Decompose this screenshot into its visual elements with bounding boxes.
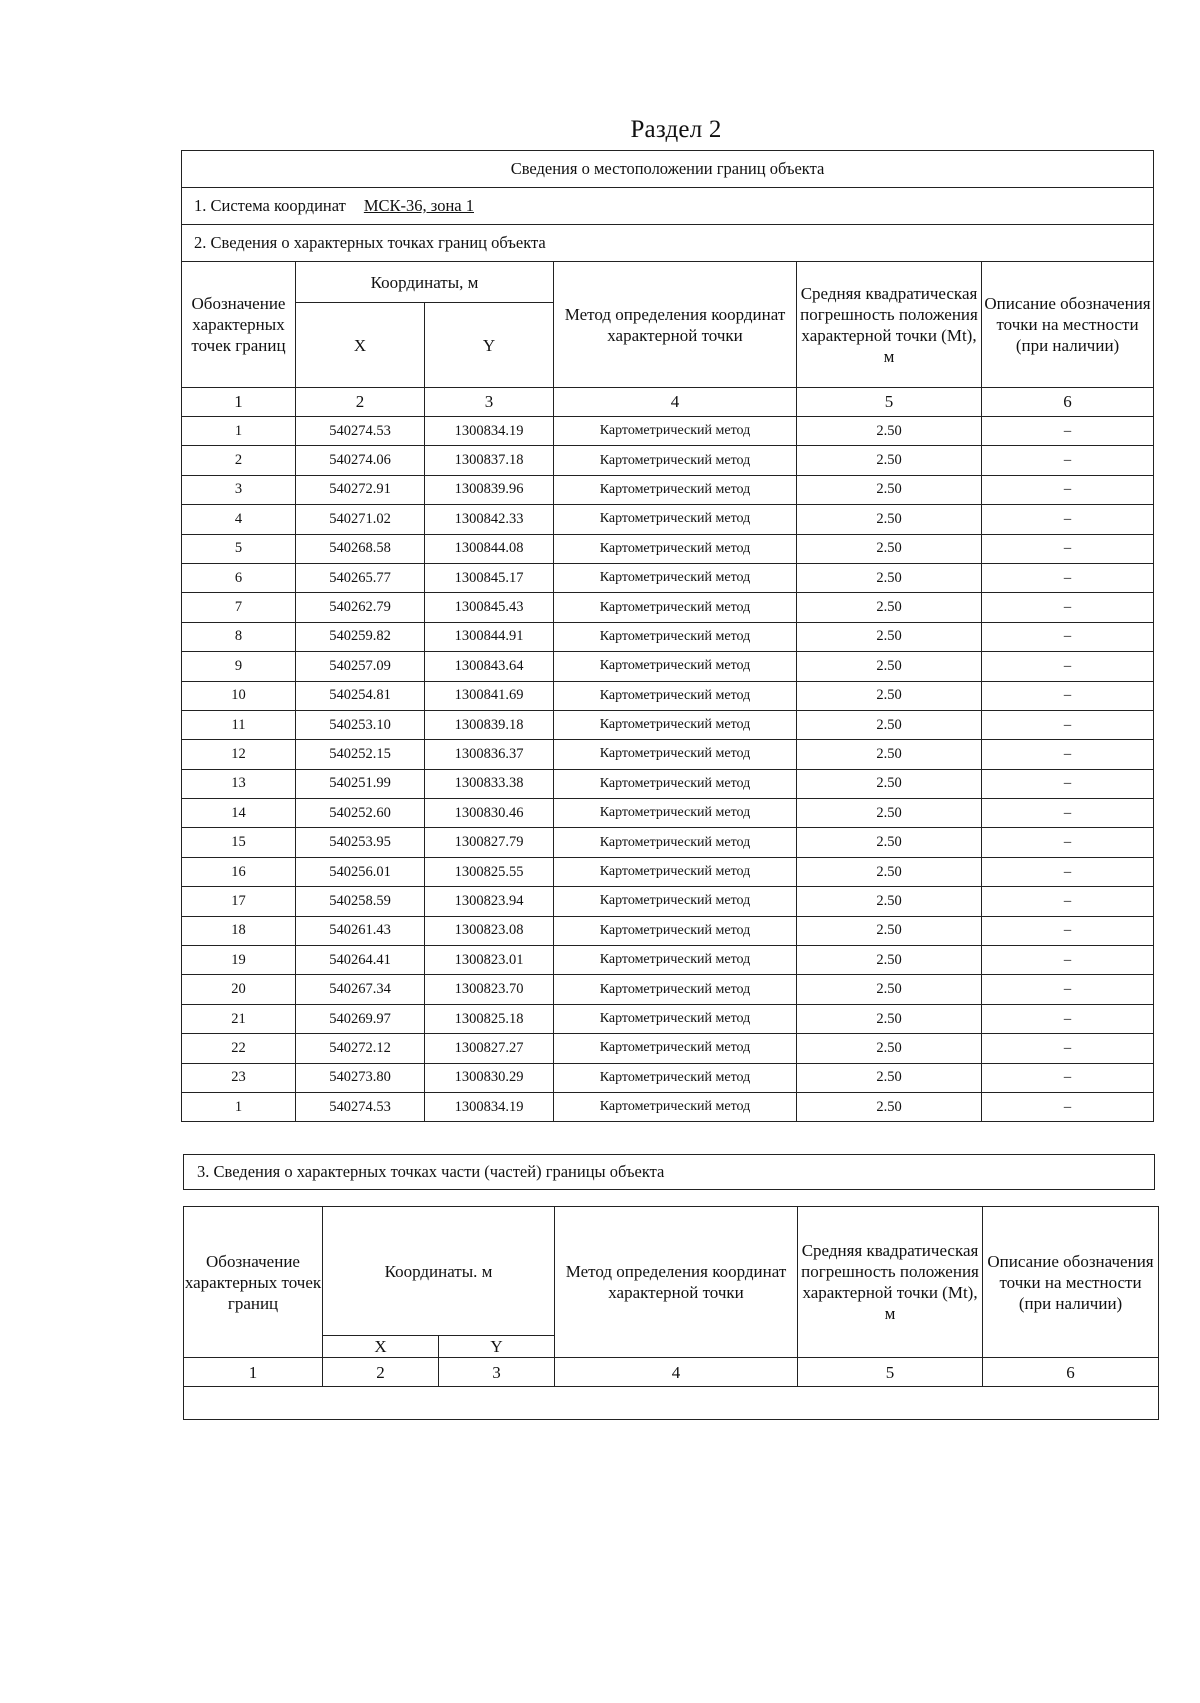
y-coordinate-cell: 1300827.79 [425,828,554,857]
point-number-cell: 17 [182,887,296,916]
x-coordinate-cell: 540257.09 [296,652,425,681]
x-coordinate-cell: 540251.99 [296,769,425,798]
method-cell: Картометрический метод [554,916,797,945]
x-coordinate-cell: 540272.12 [296,1034,425,1063]
coordinate-system-label: 1. Система координат [194,196,346,215]
description-cell: – [982,593,1154,622]
y-coordinate-cell: 1300844.91 [425,622,554,651]
point-number-cell: 16 [182,857,296,886]
part-points-heading: 3. Сведения о характерных точках части (частей) границы объекта [183,1154,1155,1190]
header-description: Описание обозначения точки на местности (при наличии) [983,1207,1159,1358]
x-coordinate-cell: 540253.10 [296,710,425,739]
x-coordinate-cell: 540274.53 [296,1092,425,1121]
point-number-cell: 12 [182,740,296,769]
point-number-cell: 22 [182,1034,296,1063]
coordinate-system-row [182,188,1154,225]
point-number-cell: 11 [182,710,296,739]
x-coordinate-cell: 540271.02 [296,505,425,534]
y-coordinate-cell: 1300841.69 [425,681,554,710]
point-number-cell: 7 [182,593,296,622]
error-cell: 2.50 [797,710,982,739]
point-number-cell: 9 [182,652,296,681]
description-cell: – [982,857,1154,886]
method-cell: Картометрический метод [554,1004,797,1033]
point-number-cell: 18 [182,916,296,945]
x-coordinate-cell: 540274.53 [296,417,425,446]
error-cell: 2.50 [797,1034,982,1063]
x-coordinate-cell: 540252.60 [296,799,425,828]
header-x: X [323,1336,439,1358]
header-method: Метод определения координат характерной точки [555,1207,798,1358]
table-row [182,828,1154,857]
method-cell: Картометрический метод [554,446,797,475]
point-number-cell: 8 [182,622,296,651]
error-cell: 2.50 [797,946,982,975]
method-cell: Картометрический метод [554,1092,797,1121]
y-coordinate-cell: 1300823.70 [425,975,554,1004]
header-y: Y [439,1336,555,1358]
description-cell: – [982,710,1154,739]
method-cell: Картометрический метод [554,1034,797,1063]
error-cell: 2.50 [797,534,982,563]
x-coordinate-cell: 540253.95 [296,828,425,857]
error-cell: 2.50 [797,887,982,916]
point-number-cell: 15 [182,828,296,857]
x-coordinate-cell: 540272.91 [296,475,425,504]
column-number: 1 [184,1358,323,1387]
section-title: Раздел 2 [630,116,722,143]
table-row [182,446,1154,475]
error-cell: 2.50 [797,916,982,945]
points-heading: 2. Сведения о характерных точках границ объекта [182,225,1154,262]
x-coordinate-cell: 540274.06 [296,446,425,475]
table-row [182,563,1154,592]
error-cell: 2.50 [797,857,982,886]
y-coordinate-cell: 1300830.46 [425,799,554,828]
error-cell: 2.50 [797,1004,982,1033]
description-cell: – [982,534,1154,563]
description-cell: – [982,622,1154,651]
description-cell: – [982,769,1154,798]
x-coordinate-cell: 540267.34 [296,975,425,1004]
description-cell: – [982,1034,1154,1063]
header-point: Обозначение характерных точек границ [184,1207,323,1358]
x-coordinate-cell: 540269.97 [296,1004,425,1033]
method-cell: Картометрический метод [554,828,797,857]
description-cell: – [982,681,1154,710]
error-cell: 2.50 [797,740,982,769]
y-coordinate-cell: 1300825.55 [425,857,554,886]
x-coordinate-cell: 540252.15 [296,740,425,769]
method-cell: Картометрический метод [554,475,797,504]
method-cell: Картометрический метод [554,563,797,592]
description-cell: – [982,1092,1154,1121]
empty-row [184,1387,1159,1420]
error-cell: 2.50 [797,975,982,1004]
error-cell: 2.50 [797,1092,982,1121]
x-coordinate-cell: 540256.01 [296,857,425,886]
x-coordinate-cell: 540265.77 [296,563,425,592]
point-number-cell: 2 [182,446,296,475]
error-cell: 2.50 [797,769,982,798]
column-numbers-row [182,388,1154,417]
point-number-cell: 10 [182,681,296,710]
table-row [182,622,1154,651]
x-coordinate-cell: 540261.43 [296,916,425,945]
column-number: 1 [182,388,296,417]
method-cell: Картометрический метод [554,799,797,828]
column-number: 2 [323,1358,439,1387]
method-cell: Картометрический метод [554,740,797,769]
y-coordinate-cell: 1300823.94 [425,887,554,916]
error-cell: 2.50 [797,563,982,592]
description-cell: – [982,975,1154,1004]
method-cell: Картометрический метод [554,417,797,446]
table-row [182,916,1154,945]
method-cell: Картометрический метод [554,681,797,710]
method-cell: Картометрический метод [554,505,797,534]
method-cell: Картометрический метод [554,887,797,916]
x-coordinate-cell: 540268.58 [296,534,425,563]
boundary-points-table [181,150,1154,1122]
header-x: X [296,303,425,388]
description-cell: – [982,1063,1154,1092]
error-cell: 2.50 [797,417,982,446]
description-cell: – [982,1004,1154,1033]
coordinate-system-value: МСК-36, зона 1 [363,196,474,215]
column-number: 4 [554,388,797,417]
table-row [182,740,1154,769]
method-cell: Картометрический метод [554,534,797,563]
table-row [182,1063,1154,1092]
table-row [182,475,1154,504]
point-number-cell: 14 [182,799,296,828]
description-cell: – [982,740,1154,769]
x-coordinate-cell: 540258.59 [296,887,425,916]
description-cell: – [982,946,1154,975]
error-cell: 2.50 [797,828,982,857]
table-row [182,1034,1154,1063]
method-cell: Картометрический метод [554,1063,797,1092]
point-number-cell: 5 [182,534,296,563]
table-row [182,681,1154,710]
description-cell: – [982,505,1154,534]
error-cell: 2.50 [797,622,982,651]
description-cell: – [982,828,1154,857]
y-coordinate-cell: 1300827.27 [425,1034,554,1063]
column-number: 4 [555,1358,798,1387]
point-number-cell: 1 [182,1092,296,1121]
y-coordinate-cell: 1300839.96 [425,475,554,504]
point-number-cell: 19 [182,946,296,975]
header-error: Средняя квадратическая погрешность положения характерной точки (Mt), м [797,262,982,388]
error-cell: 2.50 [797,593,982,622]
description-cell: – [982,916,1154,945]
column-number: 6 [983,1358,1159,1387]
point-number-cell: 4 [182,505,296,534]
method-cell: Картометрический метод [554,593,797,622]
table-row [182,799,1154,828]
x-coordinate-cell: 540273.80 [296,1063,425,1092]
y-coordinate-cell: 1300834.19 [425,1092,554,1121]
y-coordinate-cell: 1300845.43 [425,593,554,622]
description-cell: – [982,563,1154,592]
y-coordinate-cell: 1300830.29 [425,1063,554,1092]
method-cell: Картометрический метод [554,710,797,739]
point-number-cell: 20 [182,975,296,1004]
description-cell: – [982,887,1154,916]
column-numbers-row [184,1358,1159,1387]
y-coordinate-cell: 1300823.01 [425,946,554,975]
method-cell: Картометрический метод [554,769,797,798]
y-coordinate-cell: 1300836.37 [425,740,554,769]
table-row [182,534,1154,563]
header-point: Обозначение характерных точек границ [182,262,296,388]
column-number: 2 [296,388,425,417]
table-row [182,857,1154,886]
column-number: 5 [797,388,982,417]
table-row [182,1092,1154,1121]
header-description: Описание обозначения точки на местности (при наличии) [982,262,1154,388]
table-row [182,505,1154,534]
table-row [182,1004,1154,1033]
description-cell: – [982,446,1154,475]
table-row [182,975,1154,1004]
y-coordinate-cell: 1300843.64 [425,652,554,681]
column-number: 3 [425,388,554,417]
header-error: Средняя квадратическая погрешность положения характерной точки (Mt), м [798,1207,983,1358]
error-cell: 2.50 [797,652,982,681]
y-coordinate-cell: 1300834.19 [425,417,554,446]
point-number-cell: 23 [182,1063,296,1092]
table-row [182,652,1154,681]
y-coordinate-cell: 1300839.18 [425,710,554,739]
part-boundary-points-table [183,1206,1159,1420]
method-cell: Картометрический метод [554,975,797,1004]
table-row [182,769,1154,798]
error-cell: 2.50 [797,505,982,534]
column-number: 5 [798,1358,983,1387]
header-coords: Координаты, м [296,262,554,303]
y-coordinate-cell: 1300844.08 [425,534,554,563]
y-coordinate-cell: 1300833.38 [425,769,554,798]
description-cell: – [982,475,1154,504]
header-method: Метод определения координат характерной точки [554,262,797,388]
x-coordinate-cell: 540259.82 [296,622,425,651]
x-coordinate-cell: 540262.79 [296,593,425,622]
header-coords: Координаты. м [323,1207,555,1336]
table-row [182,710,1154,739]
column-number: 6 [982,388,1154,417]
y-coordinate-cell: 1300825.18 [425,1004,554,1033]
point-number-cell: 3 [182,475,296,504]
description-cell: – [982,799,1154,828]
method-cell: Картометрический метод [554,622,797,651]
point-number-cell: 6 [182,563,296,592]
y-coordinate-cell: 1300845.17 [425,563,554,592]
error-cell: 2.50 [797,799,982,828]
point-number-cell: 13 [182,769,296,798]
table-row [182,417,1154,446]
y-coordinate-cell: 1300837.18 [425,446,554,475]
table-row [182,593,1154,622]
y-coordinate-cell: 1300842.33 [425,505,554,534]
x-coordinate-cell: 540254.81 [296,681,425,710]
header-y: Y [425,303,554,388]
description-cell: – [982,652,1154,681]
table-row [182,887,1154,916]
boundaries-heading: Сведения о местоположении границ объекта [182,151,1154,188]
method-cell: Картометрический метод [554,652,797,681]
column-number: 3 [439,1358,555,1387]
x-coordinate-cell: 540264.41 [296,946,425,975]
description-cell: – [982,417,1154,446]
table-row [182,946,1154,975]
error-cell: 2.50 [797,681,982,710]
point-number-cell: 1 [182,417,296,446]
error-cell: 2.50 [797,475,982,504]
error-cell: 2.50 [797,446,982,475]
y-coordinate-cell: 1300823.08 [425,916,554,945]
method-cell: Картометрический метод [554,946,797,975]
method-cell: Картометрический метод [554,857,797,886]
point-number-cell: 21 [182,1004,296,1033]
error-cell: 2.50 [797,1063,982,1092]
